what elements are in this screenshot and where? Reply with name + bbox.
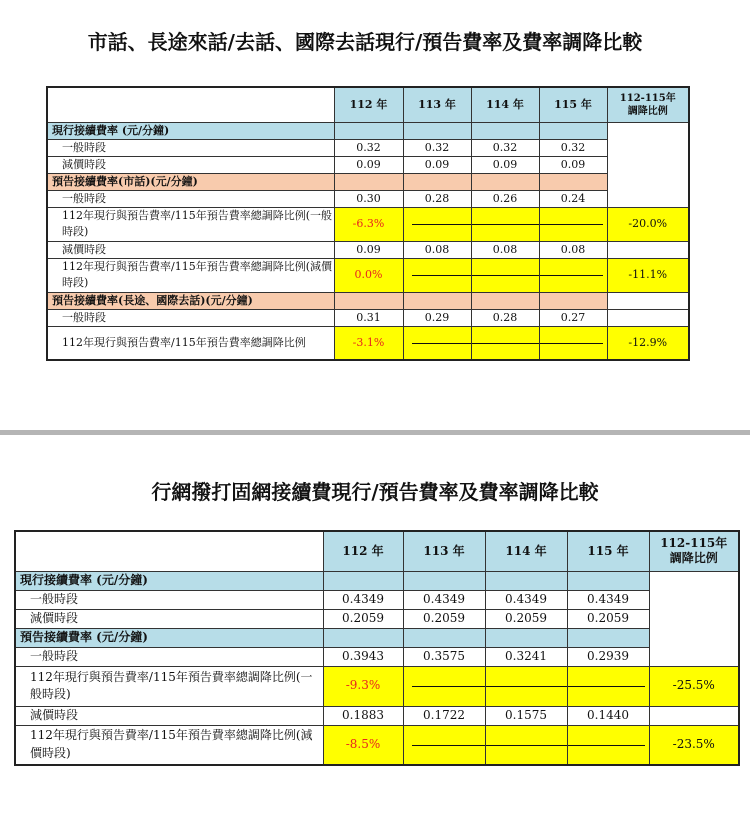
- dash-line-cell: [403, 326, 471, 360]
- table-row: [15, 590, 739, 609]
- empty-cell: [485, 571, 567, 590]
- row-label: 一般時段: [15, 647, 323, 666]
- rate-value: 0.4349: [323, 590, 403, 609]
- empty-cell: [403, 628, 485, 647]
- rate-value: 0.09: [334, 241, 403, 258]
- section-row: [47, 292, 689, 309]
- section-divider: [0, 430, 750, 435]
- table-row: [15, 706, 739, 725]
- dash-line-cell: [403, 207, 471, 241]
- empty-cell: [334, 173, 403, 190]
- table-row: [47, 139, 689, 156]
- row-label: 112年現行與預告費率/115年預告費率總調降比例(減價時段): [15, 725, 323, 765]
- first-year-ratio: -9.3%: [323, 666, 403, 706]
- dash-line: [472, 275, 539, 276]
- dash-line: [412, 275, 471, 276]
- rate-value: 0.2059: [485, 609, 567, 628]
- ratio-row: [47, 258, 689, 292]
- row-label: 一般時段: [15, 590, 323, 609]
- rate-value: 0.1883: [323, 706, 403, 725]
- row-label: 112年現行與預告費率/115年預告費率總調降比例(減價時段): [47, 258, 334, 292]
- section-label: 現行接續費率 (元/分鐘): [15, 571, 323, 590]
- ratio-empty-cell: [607, 292, 689, 309]
- rate-value: 0.4349: [485, 590, 567, 609]
- rate-value: 0.32: [539, 139, 607, 156]
- dash-line-cell: [471, 326, 539, 360]
- empty-cell: [323, 628, 403, 647]
- table-row: [15, 647, 739, 666]
- ratio-row: [47, 207, 689, 241]
- header-ratio: 112-115年 調降比例: [607, 87, 689, 122]
- dash-line: [568, 686, 645, 687]
- rate-value: 0.31: [334, 309, 403, 326]
- total-ratio-value: -23.5%: [649, 725, 739, 765]
- header-year: 112 年: [323, 531, 403, 571]
- first-year-ratio: -3.1%: [334, 326, 403, 360]
- rate-value: 0.32: [403, 139, 471, 156]
- header-blank-cell: [47, 87, 334, 122]
- dash-line: [472, 224, 539, 225]
- empty-cell: [539, 173, 607, 190]
- rate-value: 0.2059: [323, 609, 403, 628]
- total-ratio-value: -25.5%: [649, 666, 739, 706]
- row-label: 減價時段: [47, 241, 334, 258]
- dash-line-cell: [485, 666, 567, 706]
- rate-value: 0.24: [539, 190, 607, 207]
- row-label: 一般時段: [47, 190, 334, 207]
- header-blank-cell: [15, 531, 323, 571]
- dash-line: [486, 745, 567, 746]
- rate-value: 0.32: [334, 139, 403, 156]
- ratio-row: [15, 666, 739, 706]
- rate-value: 0.1722: [403, 706, 485, 725]
- header-year: 112 年: [334, 87, 403, 122]
- rate-value: 0.30: [334, 190, 403, 207]
- dash-line: [540, 275, 603, 276]
- row-label: 減價時段: [15, 706, 323, 725]
- dash-line-cell: [485, 725, 567, 765]
- rate-value: 0.4349: [567, 590, 649, 609]
- rate-value: 0.3575: [403, 647, 485, 666]
- rate-value: 0.08: [539, 241, 607, 258]
- section-row: [47, 173, 689, 190]
- dash-line-cell: [403, 258, 471, 292]
- rate-value: 0.2059: [403, 609, 485, 628]
- row-label: 一般時段: [47, 309, 334, 326]
- empty-cell: [485, 628, 567, 647]
- ratio-row: [15, 725, 739, 765]
- row-label: 112年現行與預告費率/115年預告費率總調降比例: [47, 326, 334, 360]
- header-year: 113 年: [403, 531, 485, 571]
- rate-value: 0.09: [471, 156, 539, 173]
- dash-line: [412, 343, 471, 344]
- rate-value: 0.3943: [323, 647, 403, 666]
- ratio-empty-cell: [649, 706, 739, 725]
- empty-cell: [403, 292, 471, 309]
- rate-value: 0.28: [471, 309, 539, 326]
- dash-line-cell: [539, 207, 607, 241]
- empty-cell: [403, 571, 485, 590]
- dash-line-cell: [567, 725, 649, 765]
- section-label: 預告接續費率 (元/分鐘): [15, 628, 323, 647]
- header-year: 114 年: [471, 87, 539, 122]
- header-year: 115 年: [567, 531, 649, 571]
- ratio-empty-cell: [607, 122, 689, 207]
- table1-title: 市話、長途來話/去話、國際去話現行/預告費率及費率調降比較: [87, 30, 643, 54]
- empty-cell: [323, 571, 403, 590]
- empty-cell: [567, 628, 649, 647]
- table2-title: 行網撥打固網接續費現行/預告費率及費率調降比較: [151, 480, 599, 504]
- table1-rate-comparison: [46, 86, 690, 361]
- rate-value: 0.28: [403, 190, 471, 207]
- dash-line: [472, 343, 539, 344]
- rate-value: 0.32: [471, 139, 539, 156]
- rate-value: 0.1440: [567, 706, 649, 725]
- rate-value: 0.4349: [403, 590, 485, 609]
- rate-value: 0.09: [539, 156, 607, 173]
- first-year-ratio: -8.5%: [323, 725, 403, 765]
- section-label: 預告接續費率(長途、國際去話)(元/分鐘): [47, 292, 334, 309]
- table-row: [15, 609, 739, 628]
- first-year-ratio: -6.3%: [334, 207, 403, 241]
- header-year: 115 年: [539, 87, 607, 122]
- empty-cell: [567, 571, 649, 590]
- table-row: [47, 241, 689, 258]
- header-row: [15, 531, 739, 571]
- section-row: [15, 571, 739, 590]
- dash-line: [540, 224, 603, 225]
- dash-line-cell: [539, 326, 607, 360]
- table-row: [47, 190, 689, 207]
- dash-line-cell: [471, 258, 539, 292]
- dash-line-cell: [403, 666, 485, 706]
- empty-cell: [403, 173, 471, 190]
- dash-line-cell: [567, 666, 649, 706]
- rate-value: 0.29: [403, 309, 471, 326]
- row-label: 112年現行與預告費率/115年預告費率總調降比例(一般時段): [15, 666, 323, 706]
- row-label: 減價時段: [15, 609, 323, 628]
- total-ratio-value: -12.9%: [607, 326, 689, 360]
- rate-value: 0.2939: [567, 647, 649, 666]
- empty-cell: [471, 173, 539, 190]
- dash-line-cell: [539, 258, 607, 292]
- empty-cell: [471, 292, 539, 309]
- rate-value: 0.2059: [567, 609, 649, 628]
- rate-value: 0.1575: [485, 706, 567, 725]
- section-row: [15, 628, 739, 647]
- empty-cell: [539, 292, 607, 309]
- row-label: 一般時段: [47, 139, 334, 156]
- empty-cell: [471, 122, 539, 139]
- table-row: [47, 156, 689, 173]
- header-year: 113 年: [403, 87, 471, 122]
- rate-value: 0.09: [334, 156, 403, 173]
- table-row: [47, 309, 689, 326]
- rate-value: 0.26: [471, 190, 539, 207]
- dash-line-cell: [403, 725, 485, 765]
- section-label: 預告接續費率(市話)(元/分鐘): [47, 173, 334, 190]
- empty-cell: [334, 122, 403, 139]
- empty-cell: [403, 122, 471, 139]
- dash-line: [486, 686, 567, 687]
- rate-value: 0.3241: [485, 647, 567, 666]
- section-label: 現行接續費率 (元/分鐘): [47, 122, 334, 139]
- first-year-ratio: 0.0%: [334, 258, 403, 292]
- dash-line: [540, 343, 603, 344]
- ratio-empty-cell: [607, 241, 689, 258]
- dash-line: [412, 224, 471, 225]
- rate-value: 0.08: [471, 241, 539, 258]
- rate-value: 0.08: [403, 241, 471, 258]
- table2-rate-comparison: [14, 530, 740, 766]
- total-ratio-value: -20.0%: [607, 207, 689, 241]
- dash-line: [412, 686, 485, 687]
- ratio-empty-cell: [607, 309, 689, 326]
- row-label: 112年現行與預告費率/115年預告費率總調降比例(一般時段): [47, 207, 334, 241]
- empty-cell: [334, 292, 403, 309]
- header-year: 114 年: [485, 531, 567, 571]
- header-row: [47, 87, 689, 122]
- dash-line: [568, 745, 645, 746]
- rate-value: 0.09: [403, 156, 471, 173]
- dash-line-cell: [471, 207, 539, 241]
- dash-line: [412, 745, 485, 746]
- empty-cell: [539, 122, 607, 139]
- row-label: 減價時段: [47, 156, 334, 173]
- ratio-row: [47, 326, 689, 360]
- header-ratio: 112-115年 調降比例: [649, 531, 739, 571]
- section-row: [47, 122, 689, 139]
- total-ratio-value: -11.1%: [607, 258, 689, 292]
- ratio-empty-cell: [649, 571, 739, 666]
- rate-value: 0.27: [539, 309, 607, 326]
